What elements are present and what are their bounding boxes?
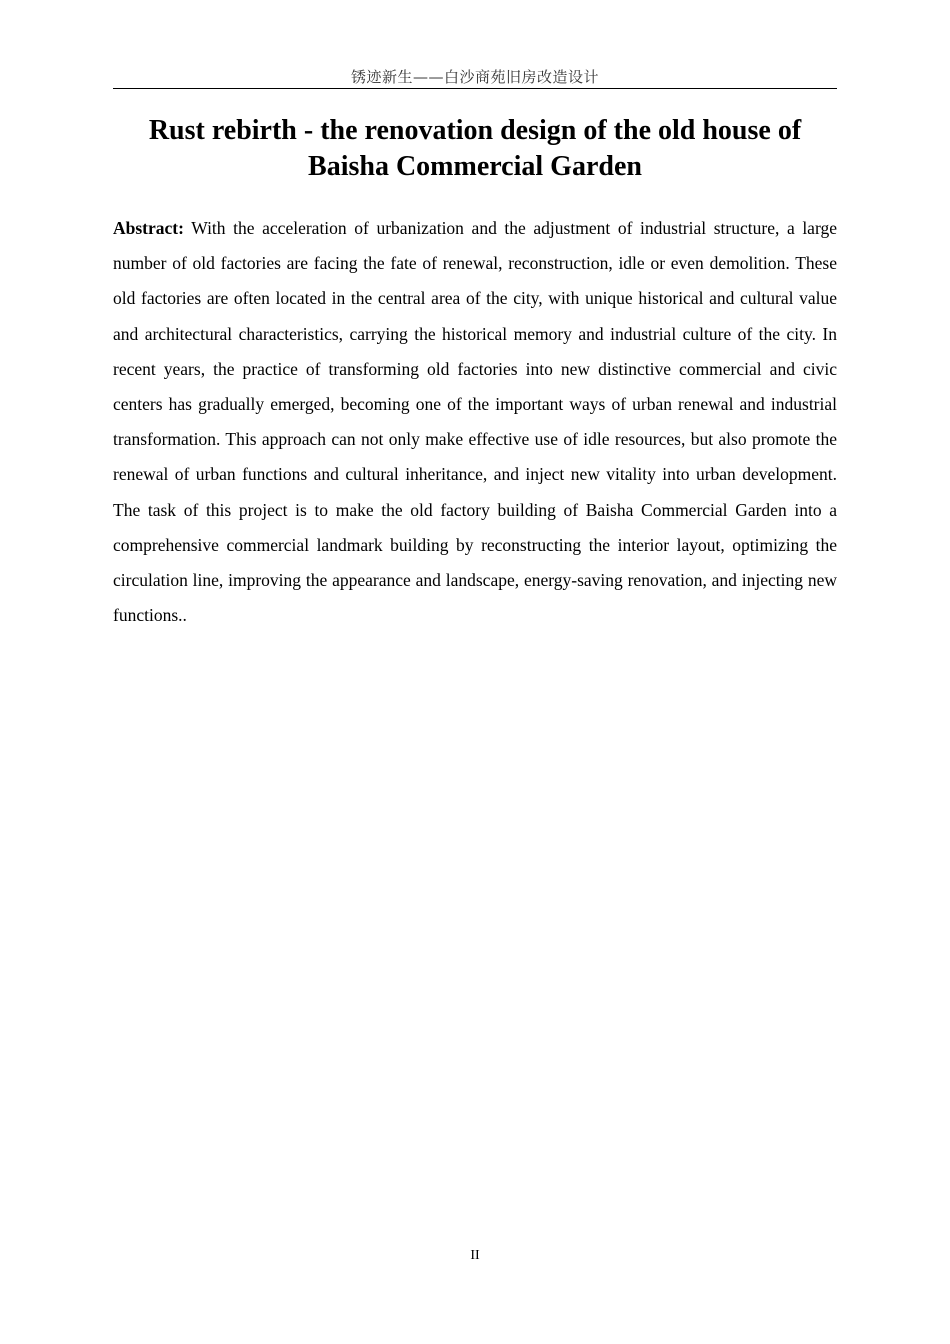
running-header: 锈迹新生——白沙商苑旧房改造设计 xyxy=(113,66,837,89)
document-title: Rust rebirth - the renovation design of the old house of Baisha Commercial Garden xyxy=(148,115,802,182)
page-number: II xyxy=(470,1248,480,1263)
abstract-label: Abstract: xyxy=(113,218,184,238)
abstract-paragraph xyxy=(113,211,837,633)
abstract-text: With the acceleration of urbanization and the adjustment of industrial structure, a large number of old factories are facing the fate of renewal, reconstruction, idle or even demolition. These old factories are often located in the central area of the city, with unique historical and cultural value and architectural characteristics, carrying the historical memory and industrial culture of the city. In recent years, the practice of transforming old factories into new distinctive commercial and civic centers has gradually emerged, becoming one of the important ways of urban renewal and industrial transformation. This approach can not only make effective use of idle resources, but also promote the renewal of urban functions and cultural inheritance, and inject new vitality into urban development. The task of this project is to make the old factory building of Baisha Commercial Garden into a comprehensive commercial landmark building by reconstructing the interior layout, optimizing the circulation line, improving the appearance and landscape, energy-saving renovation, and injecting new functions.. xyxy=(113,218,837,626)
